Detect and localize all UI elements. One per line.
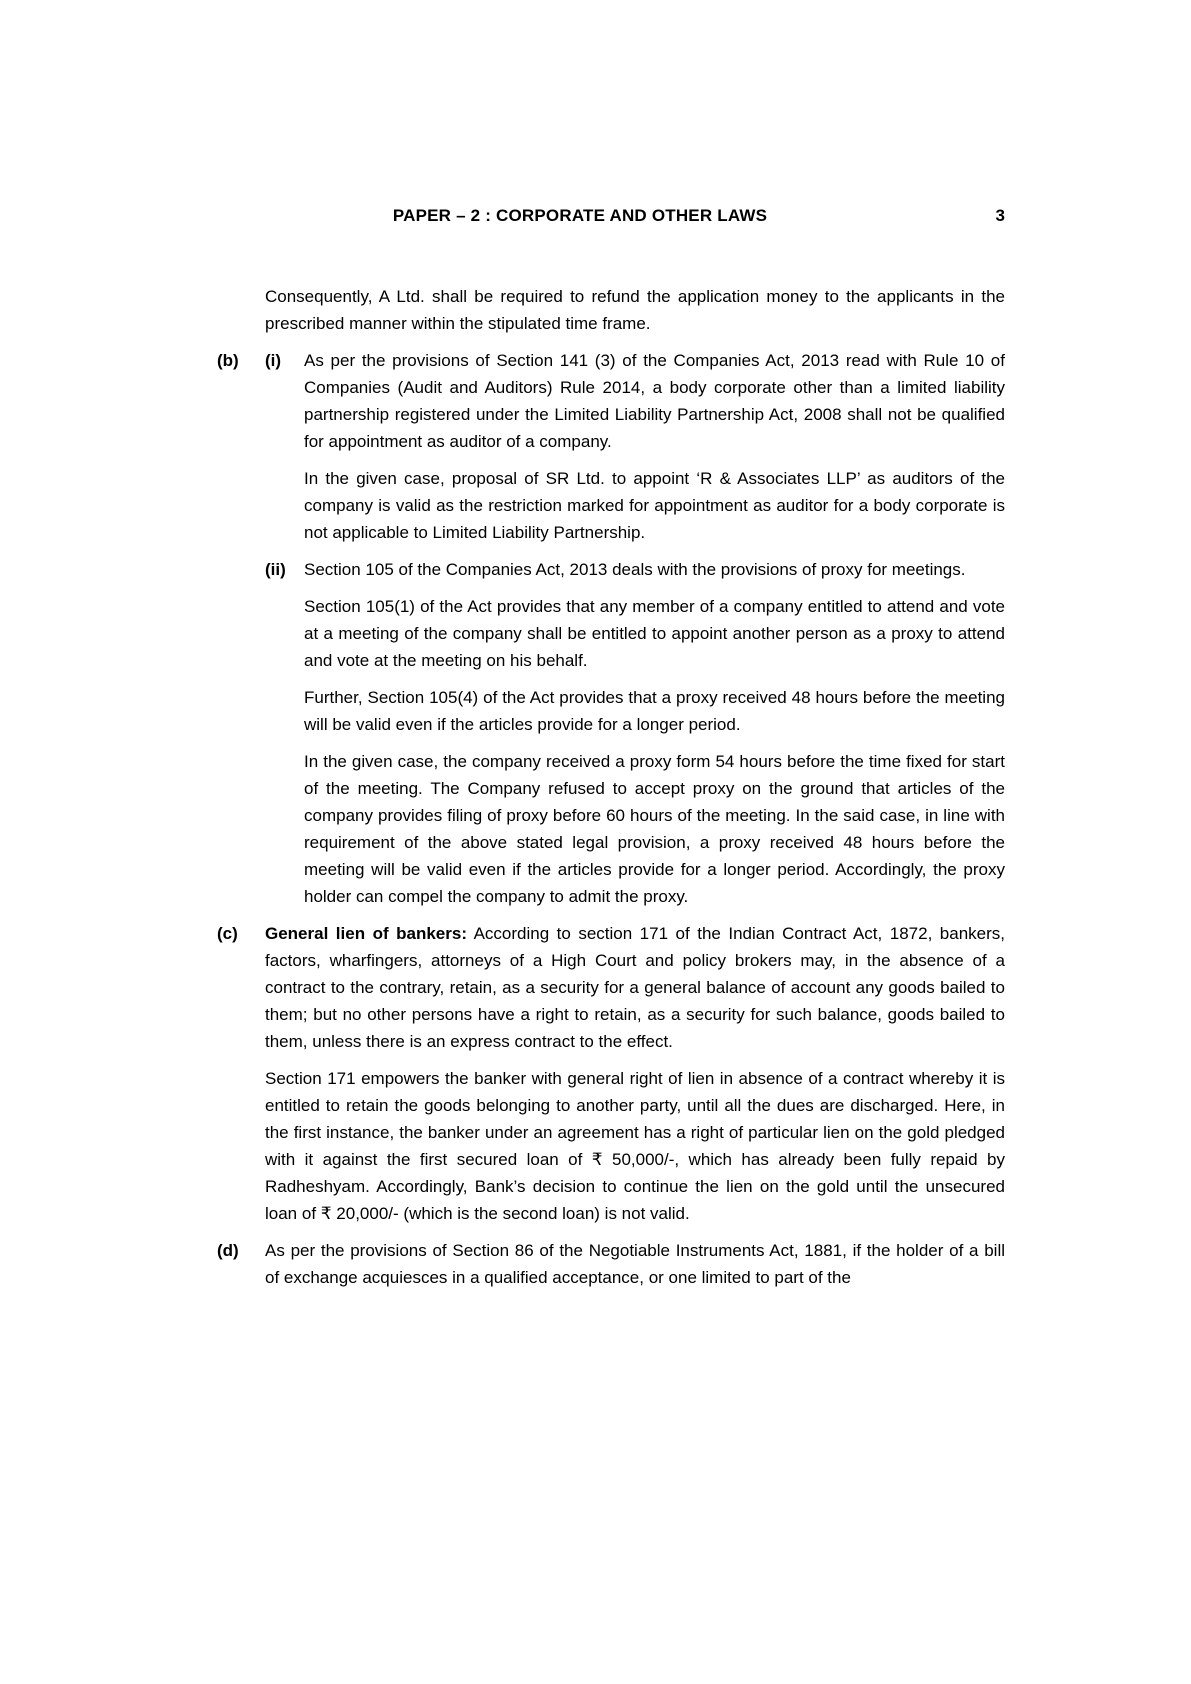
answer-d-paragraph-1: As per the provisions of Section 86 of the Negotiable Instruments Act, 1881, if the holder of a bill of exchange acquiesces in a qualified acceptance, or one limited to part of the (265, 1241, 1005, 1287)
answers-content (217, 283, 1005, 1301)
answer-b-i-body (304, 347, 1005, 556)
answer-b-i-paragraph-1: As per the provisions of Section 141 (3) of the Companies Act, 2013 read with Rule 10 of Companies (Audit and Auditors) Rule 2014, a body corporate other than a limited liability partnership registered under the Limited Liability Partnership Act, 2008 shall not be qualified for appointment as auditor of a company. (304, 351, 1005, 451)
answer-b-body (265, 347, 1005, 920)
answer-d-section (217, 1237, 1005, 1301)
answer-a-continuation-paragraph: Consequently, A Ltd. shall be required to refund the application money to the applicants in the prescribed manner within the stipulated time frame. (265, 287, 1005, 333)
answer-c-label: (c) (217, 924, 238, 943)
answer-b-ii-subsection (265, 556, 1005, 920)
answer-b-ii-paragraph-2: Section 105(1) of the Act provides that any member of a company entitled to attend and vote at a meeting of the company shall be entitled to appoint another person as a proxy to attend and vote at the meeting on his behalf. (304, 597, 1005, 670)
answer-d-body (265, 1237, 1005, 1301)
answer-b-ii-paragraph-1: Section 105 of the Companies Act, 2013 deals with the provisions of proxy for meetings. (304, 560, 966, 579)
answer-b-label: (b) (217, 351, 239, 370)
answer-c-section (217, 920, 1005, 1237)
answer-b-ii-paragraph-4: In the given case, the company received a proxy form 54 hours before the time fixed for start of the meeting. The Company refused to accept proxy on the ground that articles of the company provides filing of proxy before 60 hours of the meeting. In the said case, in line with requirement of the above stated legal provision, a proxy received 48 hours before the meeting will be valid even if the articles provide for a longer period. Accordingly, the proxy holder can compel the company to admit the proxy. (304, 752, 1005, 906)
page-header (217, 202, 1005, 229)
answer-c-body (265, 920, 1005, 1237)
answer-b-ii-body (304, 556, 1005, 920)
answer-c-heading: General lien of bankers: (265, 924, 467, 943)
answer-b-i-label: (i) (265, 351, 282, 370)
answer-d-label: (d) (217, 1241, 239, 1260)
answer-c-paragraph-1-text: According to section 171 of the Indian Contract Act, 1872, bankers, factors, wharfingers, attorneys of a High Court and policy brokers may, in the absence of a contract to the contrary, retain, as a security for a general balance of account any goods bailed to them; but no other persons have a right to retain, as a security for such balance, goods bailed to them, unless there is an express contract to the effect. (265, 924, 1005, 1051)
page-number: 3 (995, 206, 1005, 225)
answer-c-paragraph-2: Section 171 empowers the banker with general right of lien in absence of a contract whereby it is entitled to retain the goods belonging to another party, until all the dues are discharged. Here, in the first instance, the banker under an agreement has a right of particular lien on the gold pledged with it against the first secured loan of ₹ 50,000/-, which has already been fully repaid by Radheshyam. Accordingly, Bank’s decision to continue the lien on the gold until the unsecured loan of ₹ 20,000/- (which is the second loan) is not valid. (265, 1069, 1005, 1223)
answer-b-i-subsection (265, 347, 1005, 556)
answer-b-section (217, 347, 1005, 920)
answer-c-paragraph-1 (265, 920, 1005, 1055)
answer-b-ii-label: (ii) (265, 560, 286, 579)
answer-b-i-paragraph-2: In the given case, proposal of SR Ltd. to appoint ‘R & Associates LLP’ as auditors of the company is valid as the restriction marked for appointment as auditor for a body corporate is not applicable to Limited Liability Partnership. (304, 469, 1005, 542)
answer-b-ii-paragraph-3: Further, Section 105(4) of the Act provides that a proxy received 48 hours before the meeting will be valid even if the articles provide for a longer period. (304, 688, 1005, 734)
page-title: PAPER – 2 : CORPORATE AND OTHER LAWS (392, 206, 768, 225)
